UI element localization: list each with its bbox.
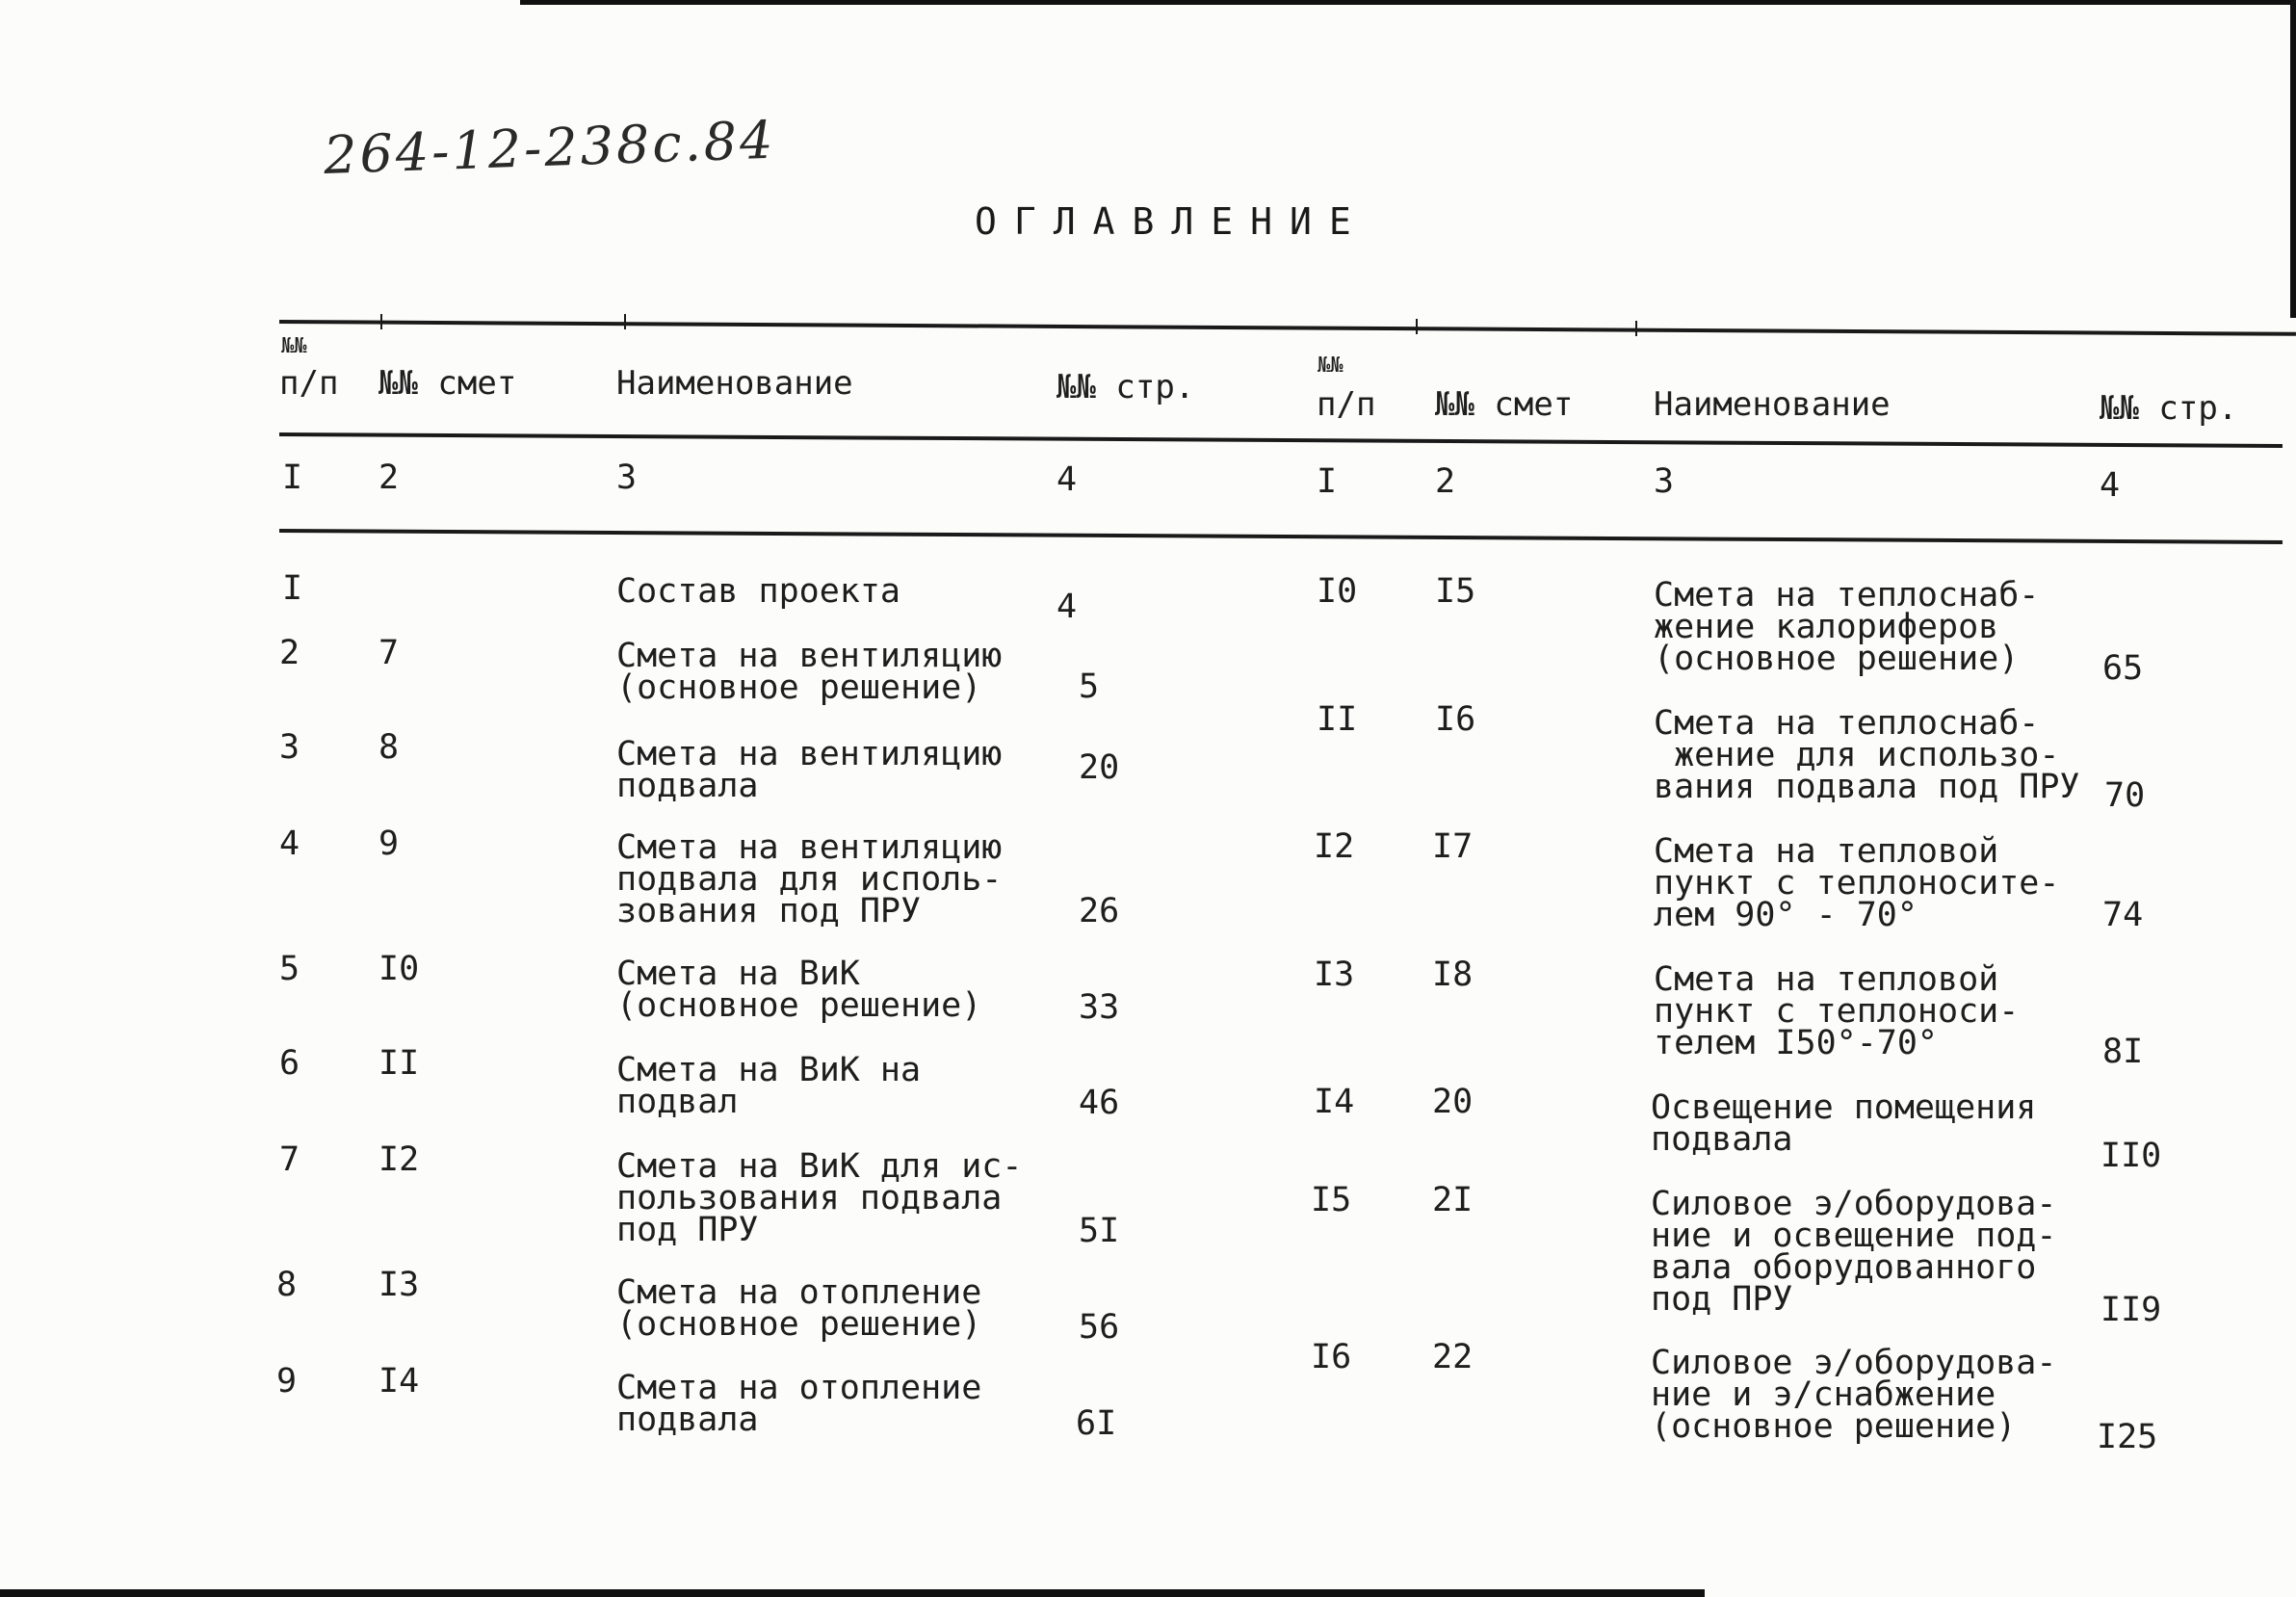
rule-tick bbox=[624, 314, 626, 329]
row-number: 4 bbox=[279, 825, 300, 863]
header-nn-symbol-left: №№ bbox=[281, 334, 307, 358]
row-number: 3 bbox=[279, 728, 300, 767]
row-page: I25 bbox=[2097, 1418, 2158, 1456]
column-number-1-left: I bbox=[282, 458, 303, 497]
row-smeta: I2 bbox=[378, 1140, 420, 1179]
rule-tick bbox=[1635, 321, 1637, 336]
row-name: Смета на теплоснаб- жение для использо- вания подвала под ПРУ bbox=[1654, 704, 2080, 806]
row-smeta: I6 bbox=[1435, 700, 1476, 739]
row-number: 9 bbox=[276, 1362, 298, 1401]
row-smeta: I3 bbox=[378, 1266, 420, 1304]
row-number: I4 bbox=[1314, 1083, 1355, 1121]
row-page: 4 bbox=[1057, 588, 1078, 626]
header-nn-symbol-right: №№ bbox=[1318, 353, 1344, 378]
rule-tick bbox=[1416, 319, 1418, 334]
row-page: 46 bbox=[1079, 1084, 1120, 1122]
row-smeta: II bbox=[378, 1044, 420, 1083]
row-name: Силовое э/оборудова- ние и э/снабжение (основное решение) bbox=[1651, 1344, 2057, 1446]
header-page-right: №№ стр. bbox=[2100, 389, 2238, 428]
row-name: Смета на теплоснаб- жение калориферов (основное решение) bbox=[1654, 576, 2040, 678]
header-name-right: Наименование bbox=[1654, 385, 1891, 424]
row-page: 56 bbox=[1079, 1308, 1120, 1347]
row-smeta: 22 bbox=[1432, 1338, 1474, 1376]
row-name: Смета на вентиляцию подвала для исполь- зования под ПРУ bbox=[616, 828, 1003, 930]
header-name-left: Наименование bbox=[616, 364, 853, 403]
row-name: Смета на отопление подвала bbox=[616, 1369, 982, 1439]
header-page-left: №№ стр. bbox=[1057, 368, 1195, 406]
row-name: Освещение помещения подвала bbox=[1651, 1088, 2037, 1159]
column-number-4-left: 4 bbox=[1057, 460, 1078, 499]
row-smeta: 2I bbox=[1432, 1181, 1474, 1219]
row-page: 5 bbox=[1079, 668, 1100, 706]
page-title: ОГЛАВЛЕНИЕ bbox=[975, 200, 1369, 243]
header-pp-left: п/п bbox=[279, 364, 339, 403]
column-number-2-left: 2 bbox=[378, 458, 400, 497]
row-number: 5 bbox=[279, 950, 300, 988]
row-smeta: I8 bbox=[1432, 956, 1474, 994]
header-pp-right: п/п bbox=[1317, 385, 1376, 424]
column-number-2-right: 2 bbox=[1435, 462, 1456, 501]
row-name: Силовое э/оборудова- ние и освещение под- вала оборудованного под ПРУ bbox=[1651, 1185, 2057, 1319]
header-bottom-rule bbox=[279, 432, 2283, 448]
row-number: 8 bbox=[276, 1266, 298, 1304]
header-smet-right: №№ смет bbox=[1435, 385, 1574, 424]
row-smeta: 8 bbox=[378, 728, 400, 767]
column-numbers-rule bbox=[279, 529, 2283, 544]
row-smeta: I5 bbox=[1435, 572, 1476, 611]
row-name: Состав проекта bbox=[616, 572, 901, 611]
row-number: 7 bbox=[279, 1140, 300, 1179]
row-smeta: 9 bbox=[378, 825, 400, 863]
row-page: 26 bbox=[1079, 892, 1120, 930]
row-name: Смета на тепловой пункт с теплоноси- телем I50°-70° bbox=[1654, 960, 2020, 1062]
column-number-3-left: 3 bbox=[616, 458, 638, 497]
table-top-rule bbox=[279, 320, 2296, 336]
row-name: Смета на ВиК на подвал bbox=[616, 1051, 922, 1121]
header-smet-left: №№ смет bbox=[378, 364, 517, 403]
scan-edge-top bbox=[520, 0, 2296, 5]
column-number-1-right: I bbox=[1317, 462, 1338, 501]
column-number-4-right: 4 bbox=[2100, 466, 2121, 505]
document-code: 264-12-238с.84 bbox=[323, 109, 777, 186]
row-number: 6 bbox=[279, 1044, 300, 1083]
row-smeta: 20 bbox=[1432, 1083, 1474, 1121]
row-name: Смета на тепловой пункт с теплоносите- лем 90° - 70° bbox=[1654, 832, 2060, 934]
row-name: Смета на вентиляцию (основное решение) bbox=[616, 637, 1003, 707]
row-smeta: I0 bbox=[378, 950, 420, 988]
scan-edge-right bbox=[2290, 0, 2296, 318]
row-name: Смета на вентиляцию подвала bbox=[616, 735, 1003, 805]
column-number-3-right: 3 bbox=[1654, 462, 1675, 501]
row-smeta: I4 bbox=[378, 1362, 420, 1401]
row-page: 6I bbox=[1076, 1404, 1117, 1443]
row-number: I2 bbox=[1314, 827, 1355, 866]
rule-tick bbox=[380, 314, 382, 329]
row-number: II bbox=[1317, 700, 1358, 739]
row-smeta: 7 bbox=[378, 634, 400, 672]
row-number: I3 bbox=[1314, 956, 1355, 994]
row-page: II9 bbox=[2100, 1291, 2162, 1329]
row-number: I5 bbox=[1311, 1181, 1352, 1219]
row-name: Смета на ВиК (основное решение) bbox=[616, 955, 982, 1025]
row-number: 2 bbox=[279, 634, 300, 672]
row-name: Смета на отопление (основное решение) bbox=[616, 1273, 982, 1344]
row-page: 65 bbox=[2102, 649, 2144, 688]
scan-edge-bottom bbox=[0, 1589, 1705, 1597]
row-smeta: I7 bbox=[1432, 827, 1474, 866]
row-number: I6 bbox=[1311, 1338, 1352, 1376]
row-name: Смета на ВиК для ис- пользования подвала под ПРУ bbox=[616, 1147, 1023, 1249]
row-page: 20 bbox=[1079, 748, 1120, 787]
row-number: I0 bbox=[1317, 572, 1358, 611]
row-page: 5I bbox=[1079, 1212, 1120, 1250]
row-page: 74 bbox=[2102, 896, 2144, 934]
row-page: 8I bbox=[2102, 1033, 2144, 1071]
row-page: 33 bbox=[1079, 988, 1120, 1027]
row-page: 70 bbox=[2104, 776, 2146, 815]
row-page: II0 bbox=[2100, 1137, 2162, 1175]
row-number: I bbox=[282, 569, 303, 608]
